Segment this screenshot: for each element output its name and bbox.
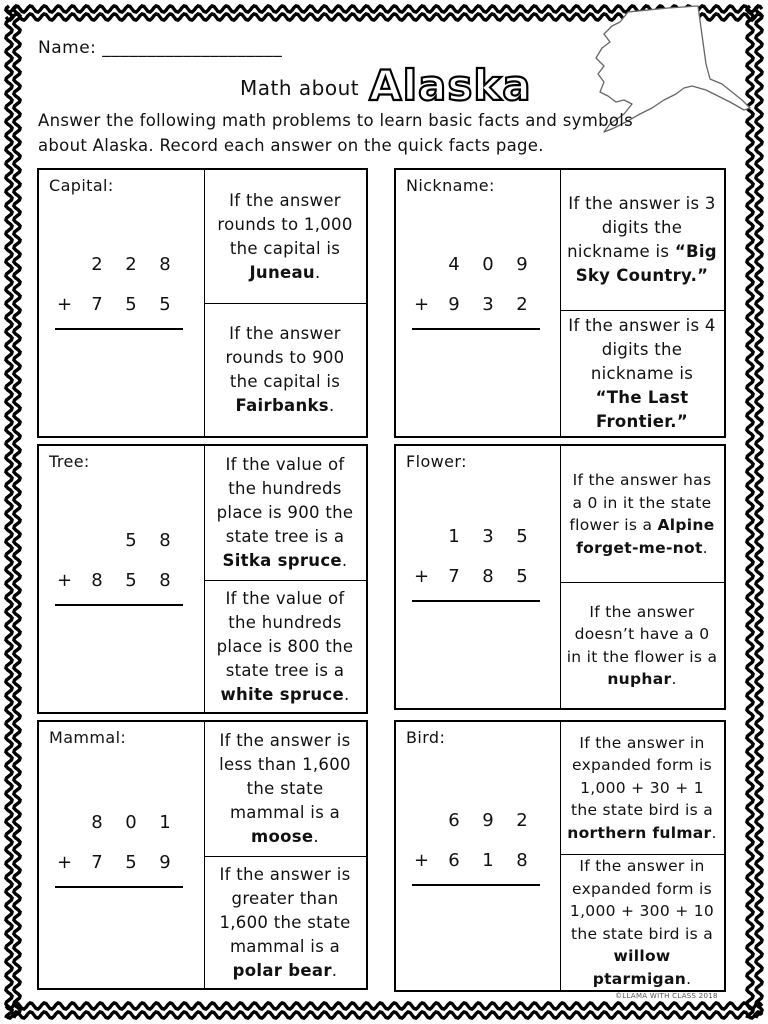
digit: 7	[448, 565, 462, 587]
digit: 9	[159, 851, 173, 873]
digit: 5	[125, 293, 139, 315]
tree-clue-2: If the value of the hundreds place is 800 the state tree is a white spruce.	[216, 588, 354, 704]
digit: 7	[91, 293, 105, 315]
name-field-label[interactable]: Name: ____________________	[38, 38, 283, 58]
digit: 1	[448, 525, 462, 547]
digit: 6	[448, 809, 462, 831]
tree-label: Tree:	[49, 452, 90, 471]
digit: 5	[125, 529, 139, 551]
plus-sign: +	[57, 293, 75, 315]
digit: 8	[482, 565, 496, 587]
digit: 5	[125, 569, 139, 591]
nickname-addition-problem	[412, 244, 540, 330]
mammal-clue-2: If the answer is greater than 1,600 the state mammal is a polar bear.	[219, 864, 351, 980]
digit: 0	[125, 811, 139, 833]
capital-clue-1: If the answer rounds to 1,000 the capital is Juneau.	[217, 190, 353, 282]
flower-addition-problem	[412, 516, 540, 602]
nickname-clue-1: If the answer is 3 digits the nickname is “Big Sky Country.”	[567, 194, 717, 285]
digit: 0	[482, 253, 496, 275]
capital-label: Capital:	[49, 176, 114, 195]
digit: 1	[159, 811, 173, 833]
nickname-box	[394, 168, 726, 438]
plus-sign: +	[414, 849, 432, 871]
title-prefix: Math about	[240, 76, 360, 100]
flower-box	[394, 444, 726, 710]
digit: 3	[482, 293, 496, 315]
plus-sign: +	[57, 569, 75, 591]
digit: 1	[482, 849, 496, 871]
digit: 2	[125, 253, 139, 275]
digit: 2	[516, 293, 530, 315]
flower-clue-1: If the answer has a 0 in it the state flower is a Alpine forget-me-not.	[569, 471, 715, 557]
digit: 6	[448, 849, 462, 871]
flower-label: Flower:	[406, 452, 467, 471]
digit: 5	[125, 851, 139, 873]
digit: 5	[516, 565, 530, 587]
flower-clue-2: If the answer doesn’t have a 0 in it the flower is a nuphar.	[566, 602, 718, 688]
title-alaska: Alaska	[369, 61, 532, 110]
answer-line	[412, 600, 540, 602]
digit: 9	[448, 293, 462, 315]
digit: 9	[516, 253, 530, 275]
bird-addition-problem	[412, 800, 540, 886]
copyright-text: ©LLAMA WITH CLASS 2018	[615, 992, 718, 1000]
bird-clue-2: If the answer in expanded form is 1,000 + 300 + 10 the state bird is a willow ptarmigan.	[569, 857, 715, 988]
plus-sign: +	[57, 851, 75, 873]
mammal-label: Mammal:	[49, 728, 127, 747]
mammal-clue-1: If the answer is less than 1,600 the state mammal is a moose.	[219, 731, 351, 846]
digit: 2	[91, 253, 105, 275]
plus-sign: +	[414, 565, 432, 587]
answer-line	[55, 604, 183, 606]
digit: 5	[159, 293, 173, 315]
nickname-clue-2: If the answer is 4 digits the nickname is “The Last Frontier.”	[568, 315, 716, 431]
capital-box	[37, 168, 368, 438]
digit: 2	[516, 809, 530, 831]
answer-line	[55, 886, 183, 888]
answer-line	[55, 328, 183, 330]
mammal-box	[37, 720, 368, 990]
digit: 8	[91, 811, 105, 833]
nickname-label: Nickname:	[406, 176, 495, 195]
capital-clue-2: If the answer rounds to 900 the capital is Fairbanks.	[225, 324, 345, 415]
bird-box	[394, 720, 726, 992]
instructions-text: Answer the following math problems to learn basic facts and symbols about Alaska. Record each answer on the quick facts page.	[38, 111, 634, 155]
digit: 5	[516, 525, 530, 547]
answer-line	[412, 884, 540, 886]
bird-clue-1: If the answer in expanded form is 1,000 + 30 + 1 the state bird is a northern fulmar.	[567, 733, 717, 842]
digit: 8	[159, 529, 173, 551]
answer-line	[412, 328, 540, 330]
digit: 4	[448, 253, 462, 275]
mammal-addition-problem	[55, 802, 183, 888]
tree-clue-1: If the value of the hundreds place is 900 the state tree is a Sitka spruce.	[216, 455, 354, 570]
digit: 8	[159, 569, 173, 591]
tree-box	[37, 444, 368, 714]
worksheet-title	[240, 58, 532, 108]
tree-addition-problem	[55, 520, 183, 606]
digit: 7	[91, 851, 105, 873]
digit: 9	[482, 809, 496, 831]
digit: 8	[516, 849, 530, 871]
capital-addition-problem	[55, 244, 183, 330]
digit: 8	[159, 253, 173, 275]
digit: 8	[91, 569, 105, 591]
plus-sign: +	[414, 293, 432, 315]
bird-label: Bird:	[406, 728, 446, 747]
digit: 3	[482, 525, 496, 547]
